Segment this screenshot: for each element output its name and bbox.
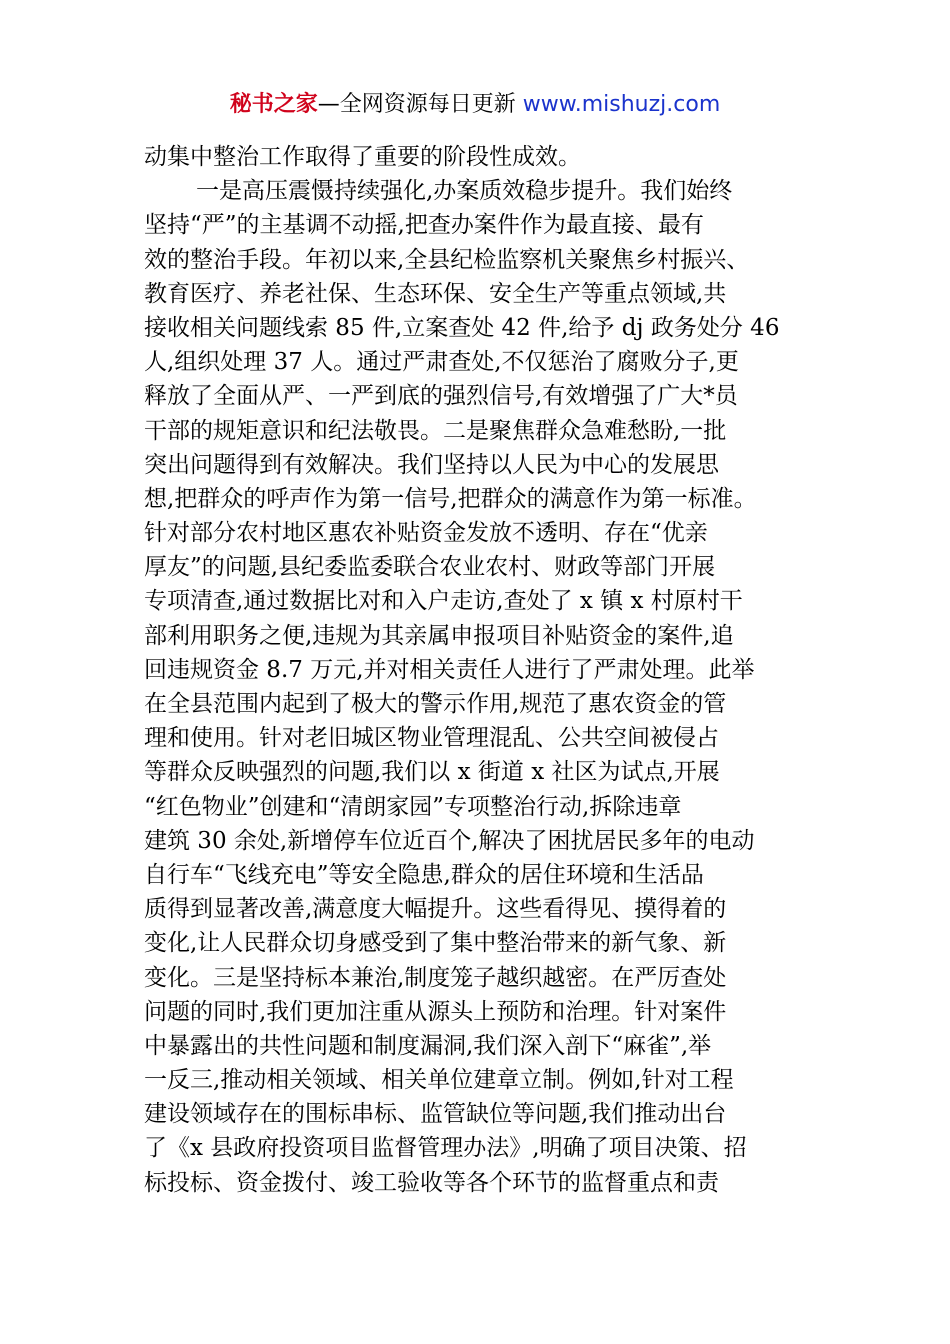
text-line: 效的整治手段。年初以来,全县纪检监察机关聚焦乡村振兴、 xyxy=(144,246,750,273)
text-line: 接收相关问题线索 85 件,立案查处 42 件,给予 dj 政务处分 46 xyxy=(144,314,780,341)
text-line: 一是高压震慑持续强化,办案质效稳步提升。我们始终 xyxy=(196,178,733,205)
text-line: 中暴露出的共性问题和制度漏洞,我们深入剖下“麻雀”,举 xyxy=(144,1032,712,1059)
brand-name: 秘书之家 xyxy=(229,92,318,117)
text-line: 在全县范围内起到了极大的警示作用,规范了惠农资金的管 xyxy=(144,691,727,717)
text-line: 释放了全面从严、一严到底的强烈信号,有效增强了广大*员 xyxy=(144,383,738,410)
text-line: 变化,让人民群众切身感受到了集中整治带来的新气象、新 xyxy=(144,930,727,957)
text-line: 一反三,推动相关领域、相关单位建章立制。例如,针对工程 xyxy=(144,1067,734,1094)
site-header xyxy=(0,88,950,122)
header-tagline: —全网资源每日更新 xyxy=(317,92,516,117)
text-line: 干部的规矩意识和纪法敬畏。二是聚焦群众急难愁盼,一批 xyxy=(144,417,727,444)
text-line: 针对部分农村地区惠农补贴资金发放不透明、存在“优亲 xyxy=(144,520,708,547)
text-line: 厚友”的问题,县纪委监委联合农业农村、财政等部门开展 xyxy=(144,554,716,581)
text-line: 自行车“飞线充电”等安全隐患,群众的居住环境和生活品 xyxy=(144,861,704,888)
text-line: 教育医疗、养老社保、生态环保、安全生产等重点领域,共 xyxy=(144,280,727,307)
text-line: 动集中整治工作取得了重要的阶段性成效。 xyxy=(144,144,581,170)
text-line: 人,组织处理 37 人。通过严肃查处,不仅惩治了腐败分子,更 xyxy=(144,349,739,376)
text-line: 坚持“严”的主基调不动摇,把查办案件作为最直接、最有 xyxy=(144,212,704,239)
text-line: 建设领域存在的围标串标、监管缺位等问题,我们推动出台 xyxy=(144,1101,727,1128)
text-line: 部利用职务之便,违规为其亲属申报项目补贴资金的案件,追 xyxy=(144,622,734,649)
text-line: 回违规资金 8.7 万元,并对相关责任人进行了严肃处理。此举 xyxy=(144,656,755,683)
text-line: 突出问题得到有效解决。我们坚持以人民为中心的发展思 xyxy=(144,451,719,478)
text-line: 质得到显著改善,满意度大幅提升。这些看得见、摸得着的 xyxy=(144,896,727,923)
text-line: 专项清查,通过数据比对和入户走访,查处了 x 镇 x 村原村干 xyxy=(144,588,743,615)
text-line: 问题的同时,我们更加注重从源头上预防和治理。针对案件 xyxy=(144,998,727,1025)
site-url-link[interactable]: www.mishuzj.com xyxy=(522,92,721,117)
text-line: “红色物业”创建和“清朗家园”专项整治行动,拆除违章 xyxy=(144,793,682,820)
text-line: 建筑 30 余处,新增停车位近百个,解决了困扰居民多年的电动 xyxy=(144,827,755,854)
text-line: 标投标、资金拨付、竣工验收等各个环节的监督重点和责 xyxy=(144,1169,719,1196)
text-line: 等群众反映强烈的问题,我们以 x 街道 x 社区为试点,开展 xyxy=(144,759,720,786)
text-line: 了《x 县政府投资项目监督管理办法》,明确了项目决策、招 xyxy=(144,1135,747,1162)
document-body xyxy=(144,140,808,1200)
text-line: 变化。三是坚持标本兼治,制度笼子越织越密。在严厉查处 xyxy=(144,964,727,991)
text-line: 想,把群众的呼声作为第一信号,把群众的满意作为第一标准。 xyxy=(144,485,757,512)
text-line: 理和使用。针对老旧城区物业管理混乱、公共空间被侵占 xyxy=(144,725,719,752)
